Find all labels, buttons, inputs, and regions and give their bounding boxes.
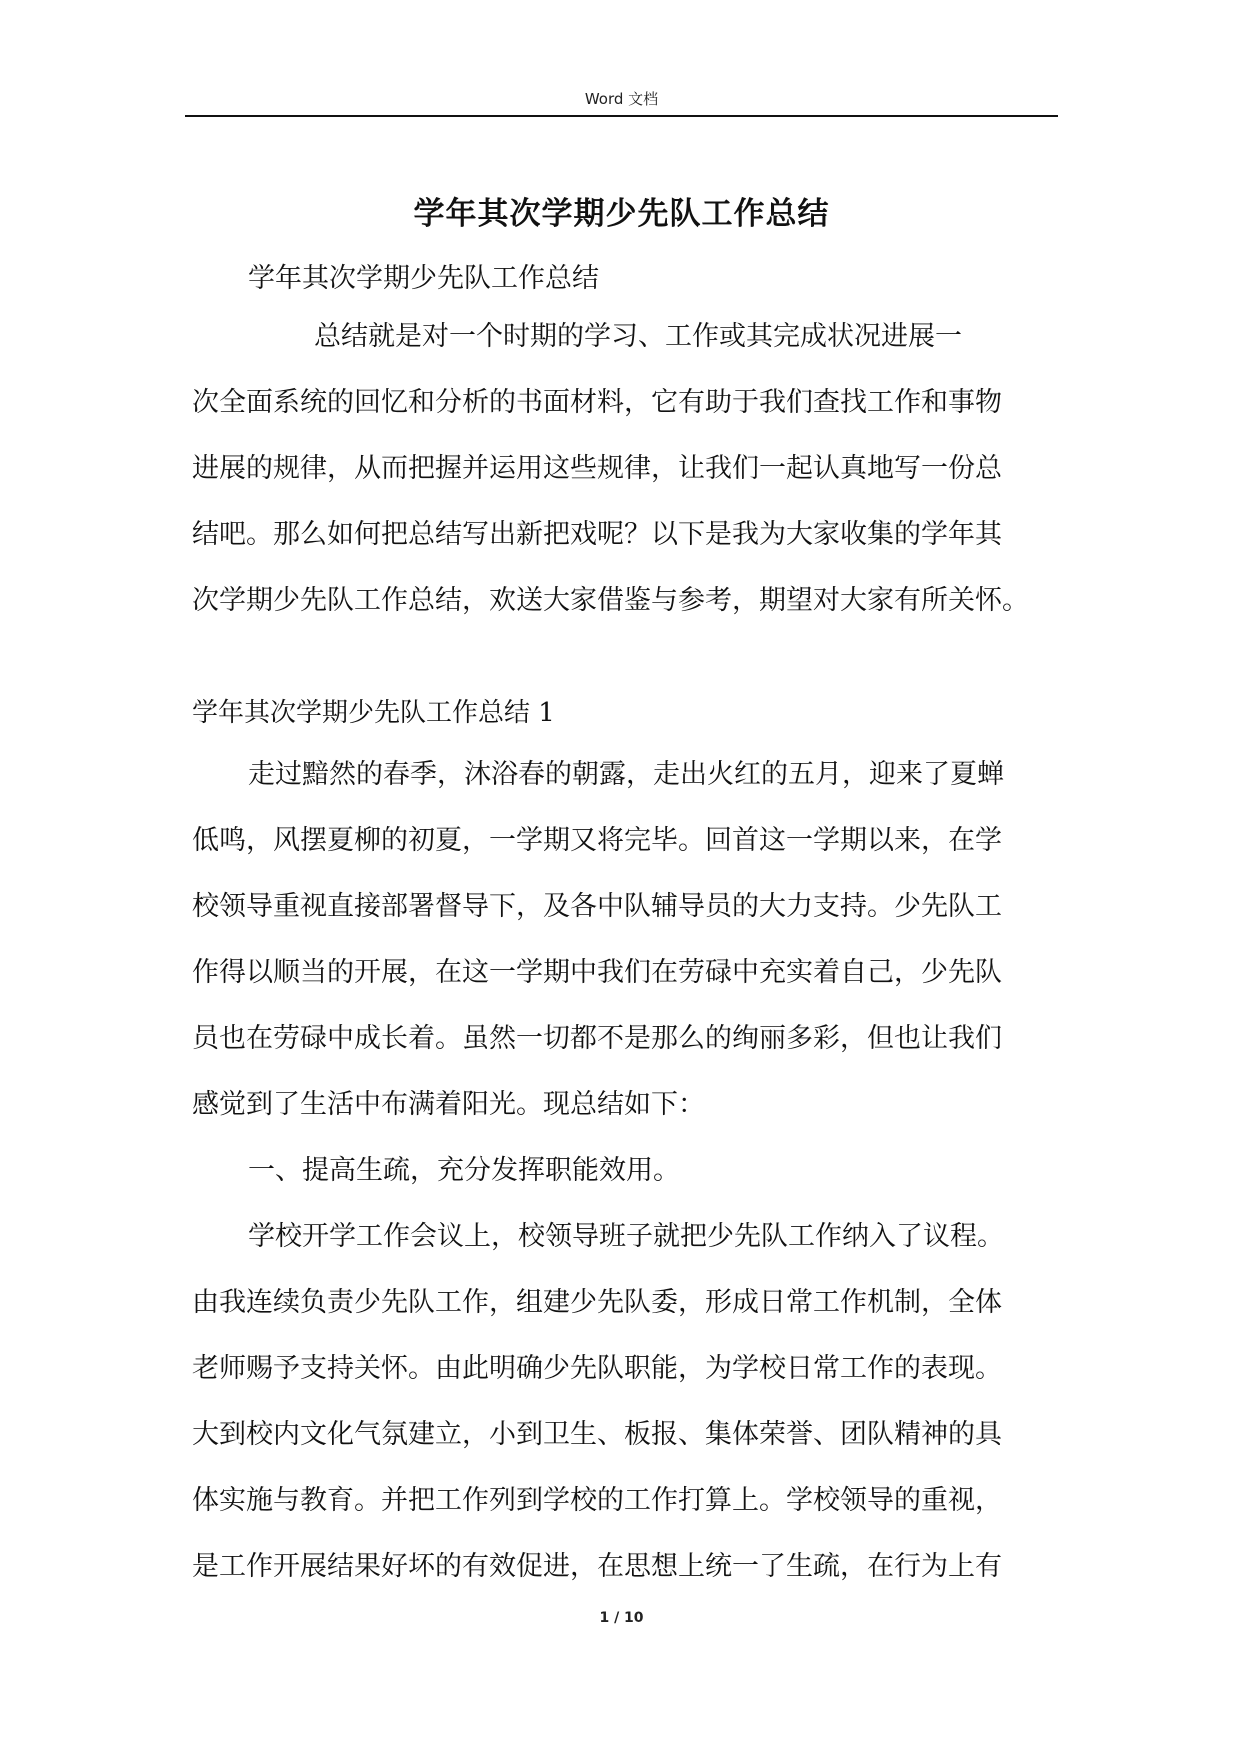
- body-line: 学校开学工作会议上，校领导班子就把少先队工作纳入了议程。: [248, 1221, 1004, 1252]
- body-line: 走过黯然的春季，沐浴春的朝露，走出火红的五月，迎来了夏蝉: [248, 759, 1004, 790]
- body-line: 一、提高生疏，充分发挥职能效用。: [248, 1155, 680, 1186]
- section-heading: 学年其次学期少先队工作总结 1: [192, 698, 555, 728]
- header-divider: [185, 115, 1058, 117]
- body-line: 低鸣，风摆夏柳的初夏，一学期又将完毕。回首这一学期以来，在学: [192, 825, 1002, 856]
- body-line: 作得以顺当的开展，在这一学期中我们在劳碌中充实着自己，少先队: [192, 957, 1002, 988]
- body-line: 由我连续负责少先队工作，组建少先队委，形成日常工作机制，全体: [192, 1287, 1002, 1318]
- body-line: 大到校内文化气氛建立，小到卫生、板报、集体荣誉、团队精神的具: [192, 1419, 1002, 1450]
- intro-line: 进展的规律，从而把握并运用这些规律，让我们一起认真地写一份总: [192, 453, 1002, 484]
- body-line: 老师赐予支持关怀。由此明确少先队职能，为学校日常工作的表现。: [192, 1353, 1002, 1384]
- intro-line: 次学期少先队工作总结，欢送大家借鉴与参考，期望对大家有所关怀。: [192, 585, 1029, 616]
- body-line: 员也在劳碌中成长着。虽然一切都不是那么的绚丽多彩，但也让我们: [192, 1023, 1002, 1054]
- body-line: 是工作开展结果好坏的有效促进，在思想上统一了生疏，在行为上有: [192, 1551, 1002, 1582]
- page-indicator: 1 / 10: [599, 1610, 644, 1626]
- header-label: Word 文档: [584, 90, 659, 108]
- intro-paragraph: [192, 304, 1058, 634]
- body-paragraphs: [192, 742, 1058, 1600]
- intro-line: 结吧。那么如何把总结写出新把戏呢？以下是我为大家收集的学年其: [192, 519, 1002, 550]
- document-subtitle: 学年其次学期少先队工作总结: [248, 263, 599, 294]
- body-line: 感觉到了生活中布满着阳光。现总结如下：: [192, 1089, 705, 1120]
- document-title: 学年其次学期少先队工作总结: [413, 196, 830, 232]
- body-line: 体实施与教育。并把工作列到学校的工作打算上。学校领导的重视，: [192, 1485, 1002, 1516]
- intro-line: 次全面系统的回忆和分析的书面材料，它有助于我们查找工作和事物: [192, 387, 1002, 418]
- body-line: 校领导重视直接部署督导下，及各中队辅导员的大力支持。少先队工: [192, 891, 1002, 922]
- intro-line: 总结就是对一个时期的学习、工作或其完成状况进展一: [314, 321, 962, 352]
